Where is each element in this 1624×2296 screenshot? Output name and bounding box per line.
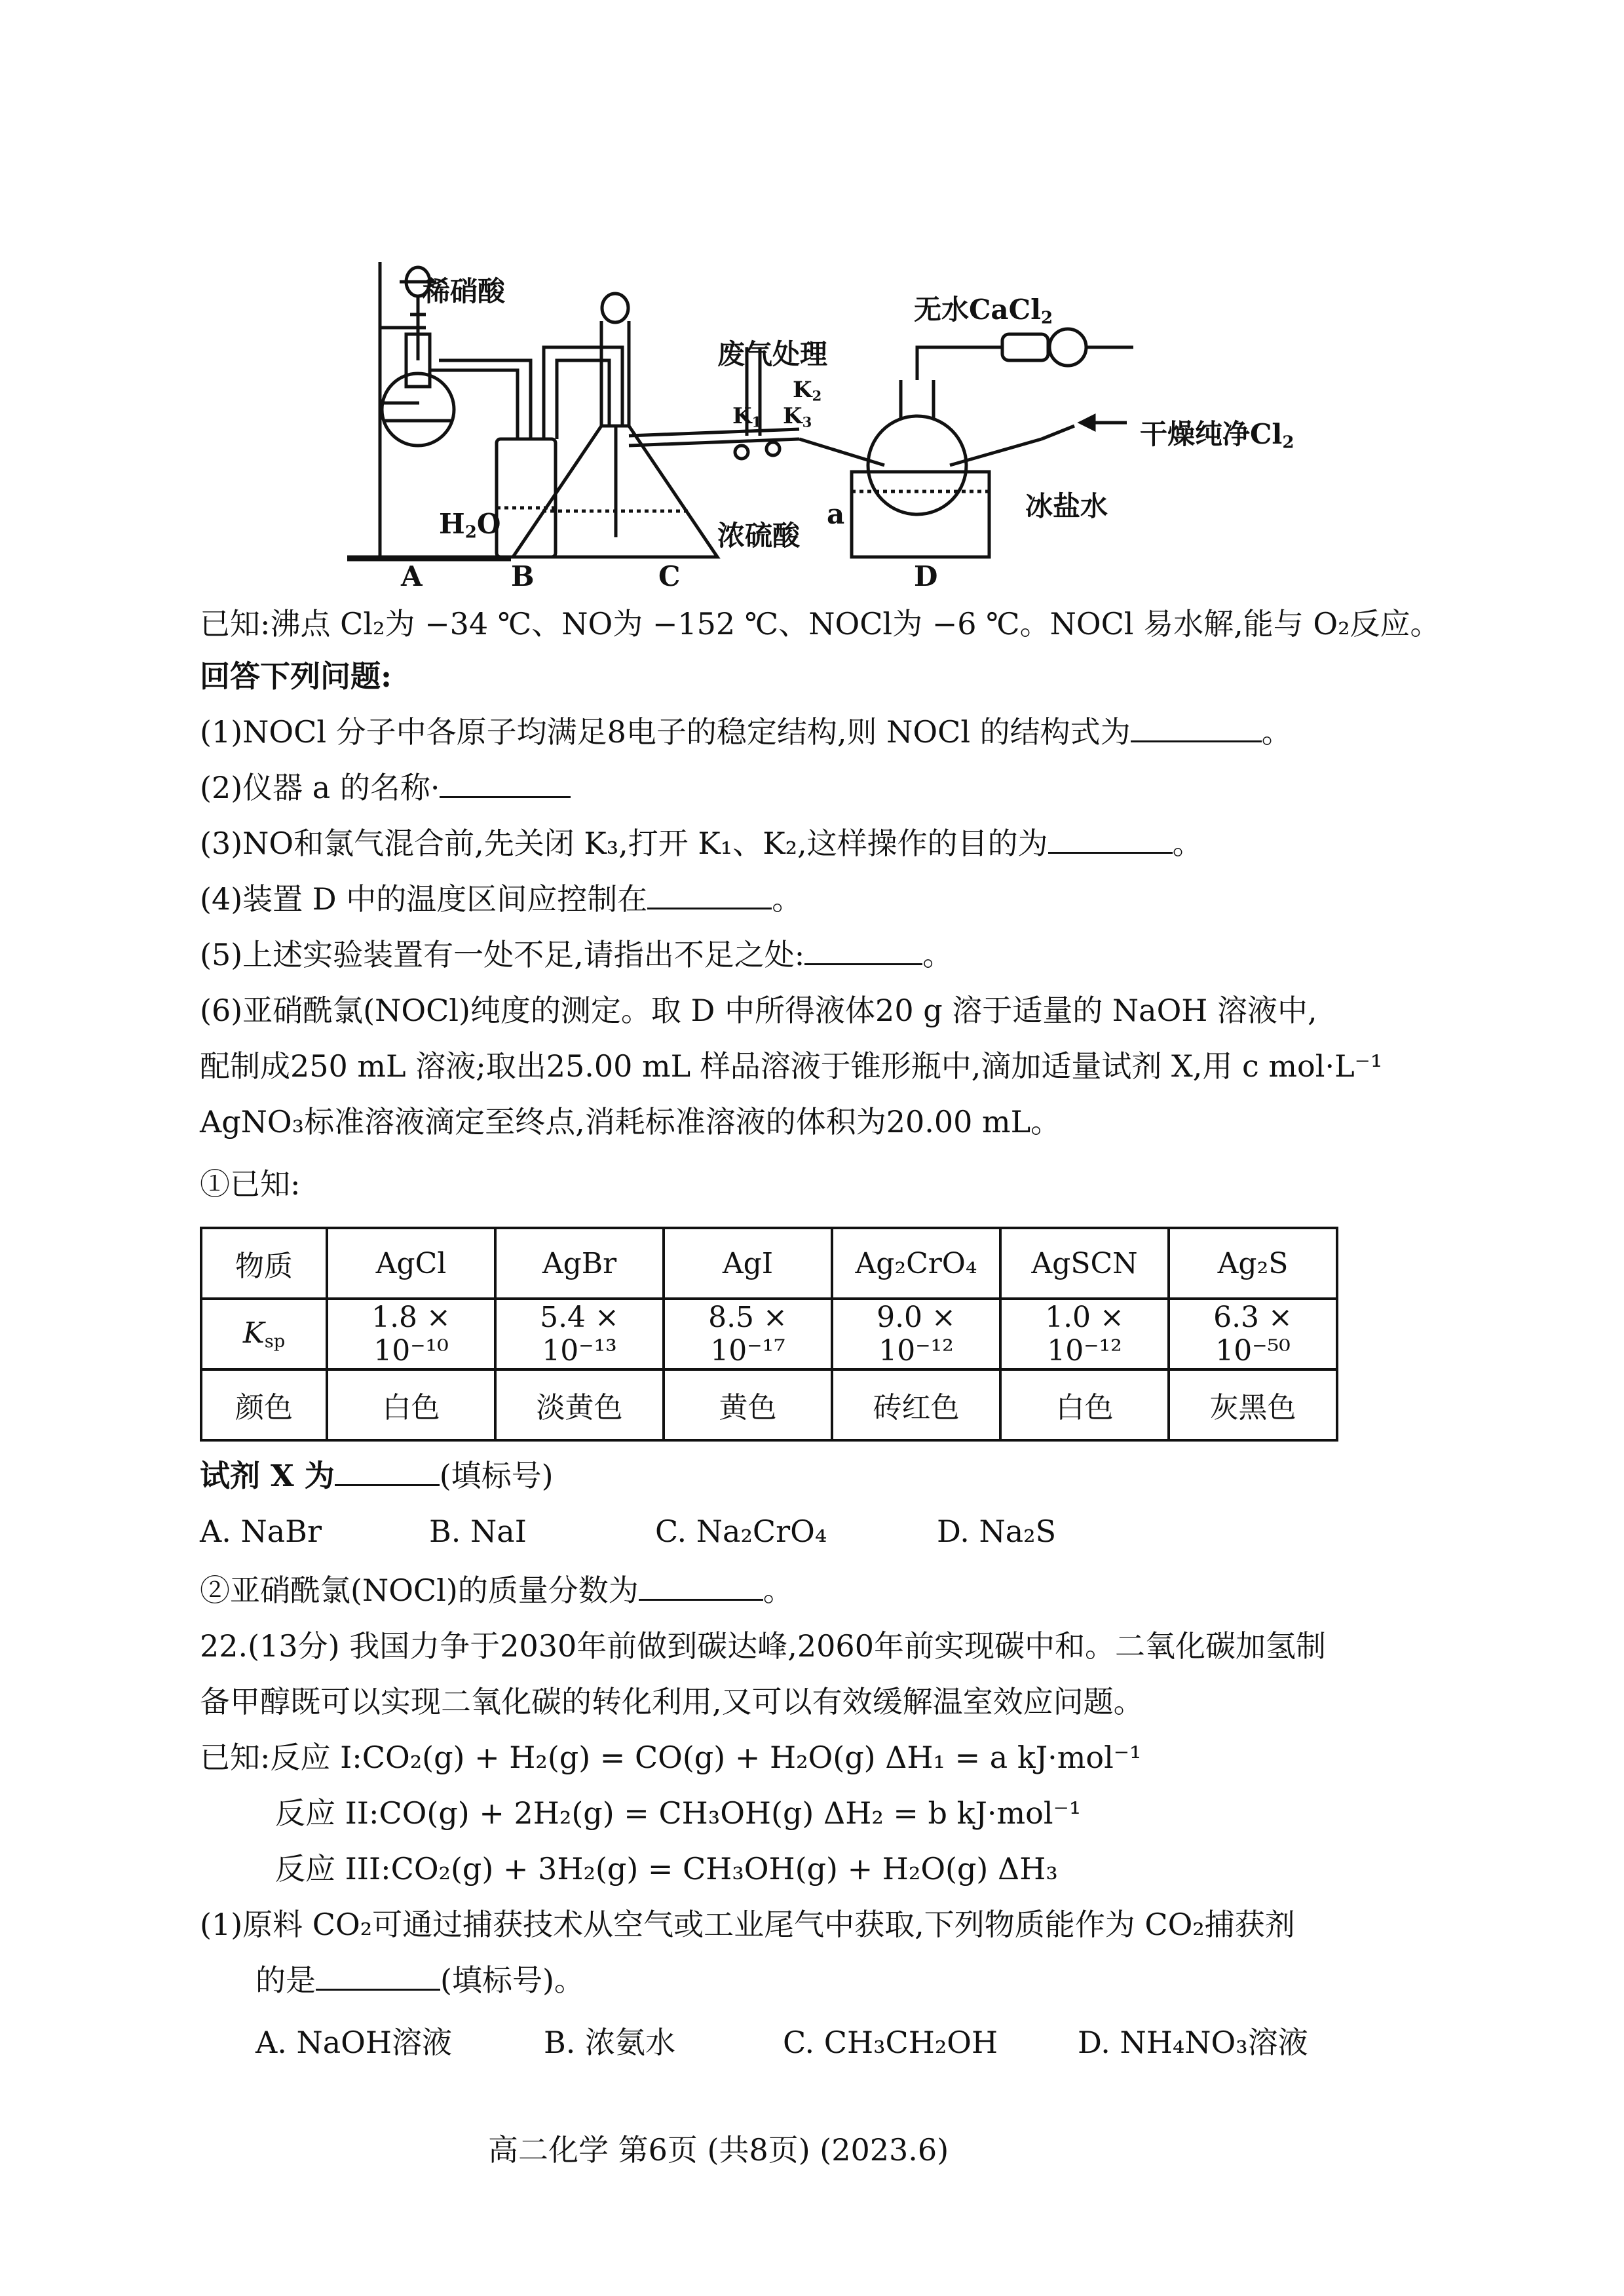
label-conc-sulfuric: 浓硫酸	[717, 520, 801, 552]
table-cell: 淡黄色	[495, 1369, 664, 1440]
question-6-line-3: AgNO₃标准溶液滴定至终点,消耗标准溶液的体积为20.00 mL。	[200, 1104, 1061, 1139]
table-row	[201, 1228, 1337, 1299]
question-22-sub-1-line-1: (1)原料 CO₂可通过捕获技术从空气或工业尾气中获取,下列物质能作为 CO₂捕获剂	[200, 1907, 1295, 1942]
question-6-line-1: (6)亚硝酰氯(NOCl)纯度的测定。取 D 中所得液体20 g 溶于适量的 NaOH 溶液中,	[200, 993, 1317, 1028]
question-1: (1)NOCl 分子中各原子均满足8电子的稳定结构,则 NOCl 的结构式为 。	[200, 714, 1292, 750]
label-b-apparatus: B	[511, 560, 535, 592]
table-cell: 6.3 × 10⁻⁵⁰	[1169, 1299, 1337, 1369]
table-cell: 1.8 × 10⁻¹⁰	[327, 1299, 495, 1369]
label-a-apparatus: A	[401, 560, 423, 592]
reagent-option-d[interactable]: D. Na₂S	[937, 1514, 1057, 1549]
label-c-apparatus: C	[658, 560, 681, 592]
table-header: AgSCN	[1000, 1228, 1169, 1299]
table-header: AgBr	[495, 1228, 664, 1299]
table-cell: 5.4 × 10⁻¹³	[495, 1299, 664, 1369]
question-5: (5)上述实验装置有一处不足,请指出不足之处: 。	[200, 937, 953, 972]
question-22-sub-1-line-2: 的是 (填标号)。	[255, 1962, 584, 1998]
answer-blank[interactable]	[639, 1575, 763, 1601]
capture-option-c[interactable]: C. CH₃CH₂OH	[783, 2025, 998, 2060]
table-header: AgI	[664, 1228, 832, 1299]
reaction-1: 已知:反应 I:CO₂(g) + H₂(g) = CO(g) + H₂O(g) ΔH₁ = a kJ·mol⁻¹	[200, 1740, 1142, 1775]
answer-blank[interactable]	[647, 884, 772, 909]
page-footer: 高二化学 第6页 (共8页) (2023.6)	[488, 2132, 949, 2168]
table-header: Ag₂S	[1169, 1228, 1337, 1299]
table-cell: 黄色	[664, 1369, 832, 1440]
table-row	[201, 1299, 1337, 1369]
table-cell: 8.5 × 10⁻¹⁷	[664, 1299, 832, 1369]
capture-option-b[interactable]: B. 浓氨水	[544, 2025, 676, 2060]
answer-blank[interactable]	[316, 1965, 440, 1991]
mass-fraction-question: ②亚硝酰氯(NOCl)的质量分数为 。	[200, 1573, 793, 1608]
ksp-table	[200, 1227, 1338, 1442]
reagent-question: 试剂 X 为 (填标号)	[200, 1458, 554, 1493]
answer-blank[interactable]	[335, 1461, 440, 1486]
answer-blank[interactable]	[1131, 717, 1262, 742]
question-3: (3)NO和氯气混合前,先关闭 K₃,打开 K₁、K₂,这样操作的目的为 。	[200, 826, 1203, 861]
table-cell: 白色	[327, 1369, 495, 1440]
label-anhydrous-cacl2: 无水CaCl$_2$	[914, 294, 1053, 328]
reaction-2: 反应 II:CO(g) + 2H₂(g) = CH₃OH(g) ΔH₂ = b kJ·mol⁻¹	[275, 1795, 1082, 1831]
reagent-option-b[interactable]: B. NaI	[429, 1514, 527, 1549]
label-k1: $K_1$	[732, 403, 762, 430]
label-dilute-nitric: 稀硝酸	[423, 275, 506, 307]
table-cell: 9.0 × 10⁻¹²	[832, 1299, 1000, 1369]
capture-option-a[interactable]: A. NaOH溶液	[255, 2025, 452, 2060]
reagent-option-c[interactable]: C. Na₂CrO₄	[655, 1514, 827, 1549]
answer-blank[interactable]	[440, 773, 571, 798]
known-boiling-points: 已知:沸点 Cl₂为 −34 ℃、NO为 −152 ℃、NOCl为 −6 ℃。NOCl 易水解,能与 O₂反应。	[200, 606, 1441, 641]
label-k3: $K_3$	[783, 403, 812, 430]
table-header: Ag₂CrO₄	[832, 1228, 1000, 1299]
answer-blank[interactable]	[1048, 828, 1173, 854]
answer-prompt: 回答下列问题:	[200, 659, 392, 694]
label-k2: $K_2$	[793, 377, 822, 404]
label-waste-gas: 废气处理	[717, 338, 828, 370]
table-header: 物质	[201, 1228, 327, 1299]
question-22-line-1: 22.(13分) 我国力争于2030年前做到碳达峰,2060年前实现碳中和。二氧化碳加氢制	[200, 1628, 1326, 1664]
label-ice-salt-water: 冰盐水	[1025, 490, 1108, 522]
table-cell: 砖红色	[832, 1369, 1000, 1440]
question-22-line-2: 备甲醇既可以实现二氧化碳的转化利用,又可以有效缓解温室效应问题。	[200, 1684, 1144, 1719]
table-header: AgCl	[327, 1228, 495, 1299]
label-water: $H_2O$	[439, 508, 501, 543]
table-cell: 灰黑色	[1169, 1369, 1337, 1440]
table-cell: 1.0 × 10⁻¹²	[1000, 1299, 1169, 1369]
ksp-label: $K_{sp}$	[201, 1299, 327, 1369]
table-cell: 颜色	[201, 1369, 327, 1440]
reaction-3: 反应 III:CO₂(g) + 3H₂(g) = CH₃OH(g) + H₂O(g) ΔH₃	[275, 1851, 1058, 1886]
label-d-apparatus: D	[914, 560, 938, 592]
answer-blank[interactable]	[804, 940, 922, 965]
reagent-option-a[interactable]: A. NaBr	[200, 1514, 322, 1549]
label-instrument-a: a	[827, 498, 845, 530]
table-cell: 白色	[1000, 1369, 1169, 1440]
question-2: (2)仪器 a 的名称·	[200, 767, 571, 809]
label-dry-cl2: 干燥纯净$Cl_2$	[1140, 418, 1294, 453]
question-6-known: ①已知:	[200, 1166, 301, 1202]
capture-option-d[interactable]: D. NH₄NO₃溶液	[1078, 2025, 1308, 2060]
question-4: (4)装置 D 中的温度区间应控制在 。	[200, 881, 803, 917]
question-6-line-2: 配制成250 mL 溶液;取出25.00 mL 样品溶液于锥形瓶中,滴加适量试剂 X,用 c mol·L⁻¹	[200, 1048, 1383, 1084]
table-row	[201, 1369, 1337, 1440]
